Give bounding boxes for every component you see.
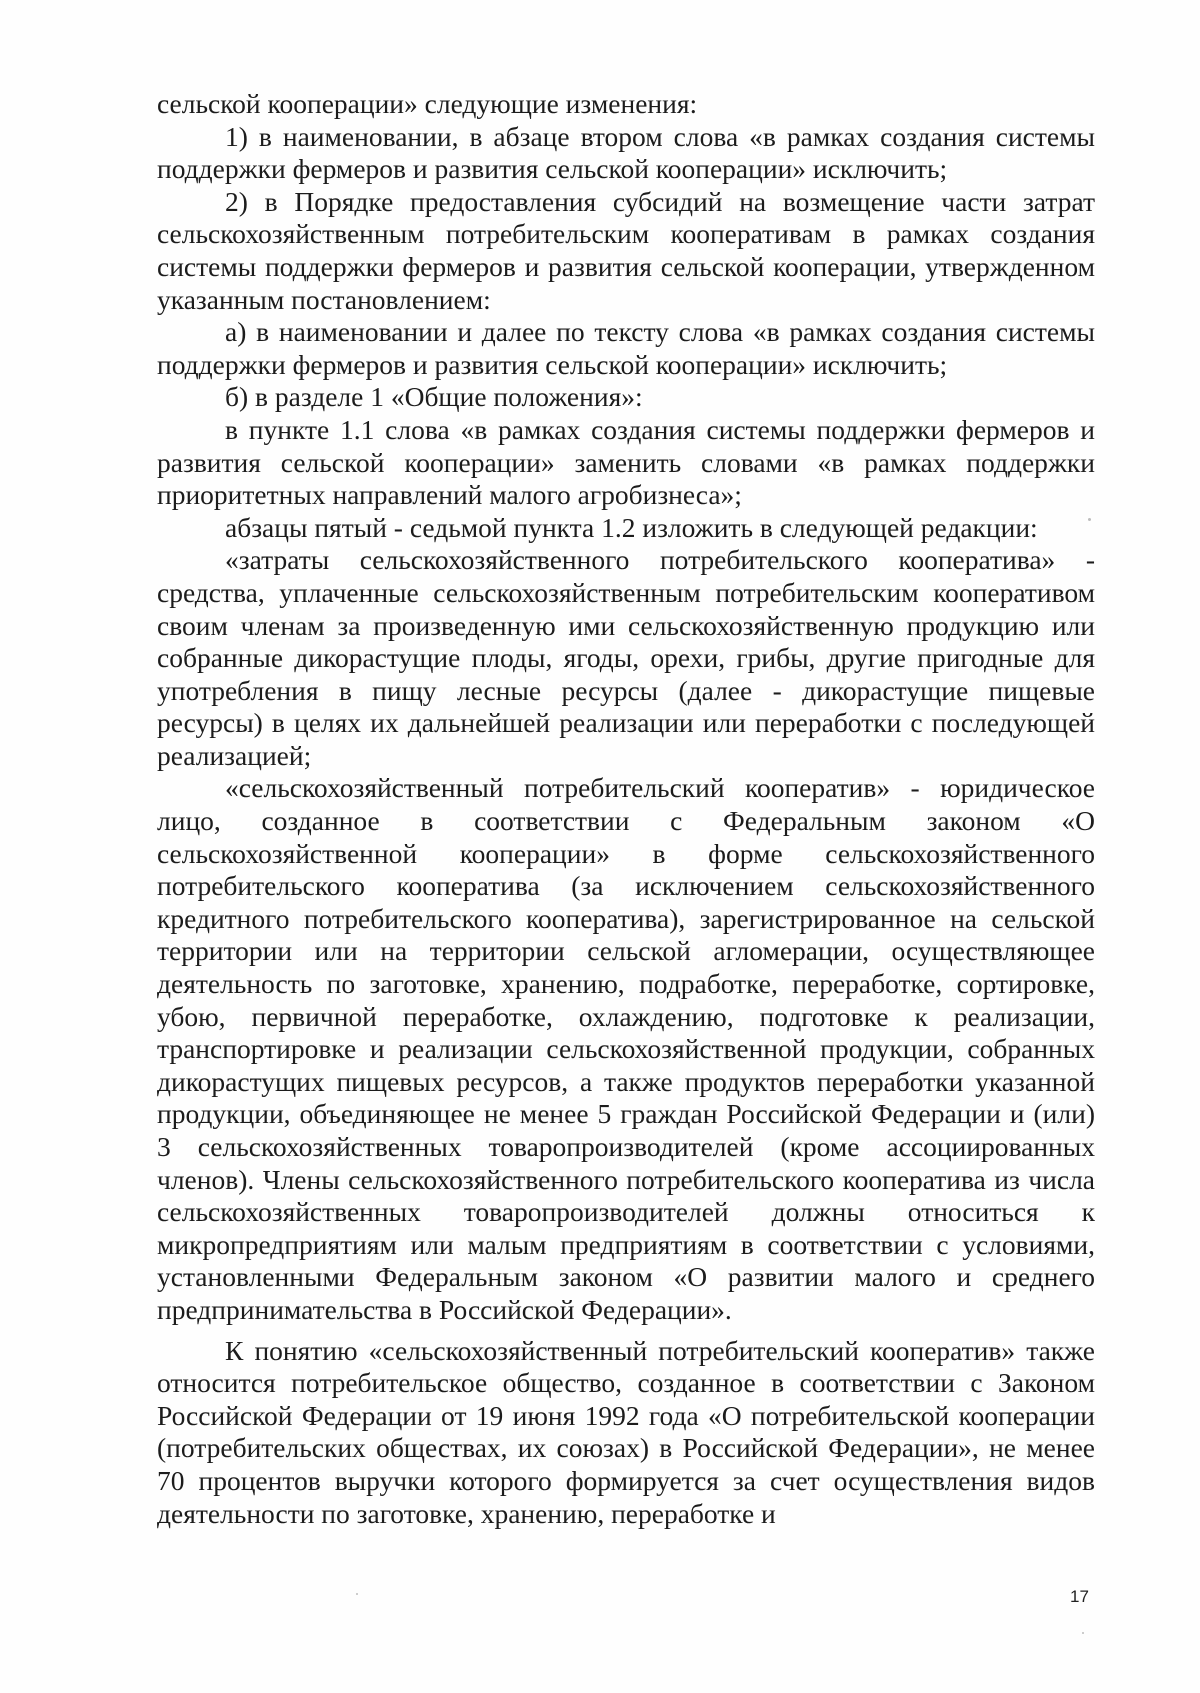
scan-speck [1082, 1632, 1084, 1634]
scan-speck [1088, 518, 1091, 521]
paragraph-item-2: 2) в Порядке предоставления субсидий на возмещение части затрат сельскохозяйственным потребительским кооперативам в рамках создания системы поддержки фермеров и развития сельской кооперации, утвержденном указанным постановлением: [157, 185, 1095, 315]
paragraph-item-b: б) в разделе 1 «Общие положения»: [225, 381, 643, 413]
paragraph-point-1-2-intro: абзацы пятый - седьмой пункта 1.2 изложить в следующей редакции: [225, 511, 1038, 543]
scan-speck [356, 1593, 358, 1595]
paragraph-item-a: а) в наименовании и далее по тексту слова «в рамках создания системы поддержки фермеров и развития сельской кооперации» исключить; [157, 316, 1095, 380]
document-body [157, 88, 1095, 1530]
paragraph-consumer-society: К понятию «сельскохозяйственный потребительский кооператив» также относится потребительское общество, созданное в соответствии с Законом Российской Федерации от 19 июня 1992 года «О потребительской кооперации (потребительских обществах, их союзах) в Российской Федерации», не менее 70 процентов выручки которого формируется за счет осуществления видов деятельности по заготовке, хранению, переработке и [157, 1334, 1095, 1529]
page-number: 17 [1070, 1587, 1089, 1606]
paragraph-item-1: 1) в наименовании, в абзаце втором слова «в рамках создания системы поддержки фермеров и развития сельской кооперации» исключить; [157, 120, 1095, 185]
paragraph-definition-cooperative: «сельскохозяйственный потребительский кооператив» - юридическое лицо, созданное в соответствии с Федеральным законом «О сельскохозяйственной кооперации» в форме сельскохозяйственного потребительского кооператива (за исключением сельскохозяйственного кредитного потребительского кооператива), зарегистрированное на сельской территории или на территории сельской агломерации, осуществляющее деятельность по заготовке, хранению, подработке, переработке, сортировке, убою, первичной переработке, охлаждению, подготовке к реализации, транспортировке и реализации сельскохозяйственной продукции, собранных дикорастущих пищевых ресурсов, а также продуктов переработки указанной продукции, объединяющее не менее 5 граждан Российской Федерации и (или) 3 сельскохозяйственных товаропроизводителей (кроме ассоциированных членов). Члены сельскохозяйственного потребительского кооператива из числа сельскохозяйственных товаропроизводителей должны относиться к микропредприятиям или малым предприятиям в соответствии с условиями, установленными Федеральным законом «О развитии малого и среднего предпринимательства в Российской Федерации». [157, 772, 1095, 1325]
paragraph-definition-costs: «затраты сельскохозяйственного потребительского кооператива» - средства, уплаченные сельскохозяйственным потребительским кооперативом своим членам за произведенную ими сельскохозяйственную продукцию или собранные дикорастущие плоды, ягоды, орехи, грибы, другие пригодные для употребления в пищу лесные ресурсы (далее - дикорастущие пищевые ресурсы) в целях их дальнейшей реализации или переработки с последующей реализацией; [157, 544, 1095, 771]
paragraph-continuation: сельской кооперации» следующие изменения: [157, 88, 698, 119]
paragraph-point-1-1: в пункте 1.1 слова «в рамках создания системы поддержки фермеров и развития сельской кооперации» заменить словами «в рамках поддержки приоритетных направлений малого агробизнеса»; [157, 413, 1095, 511]
